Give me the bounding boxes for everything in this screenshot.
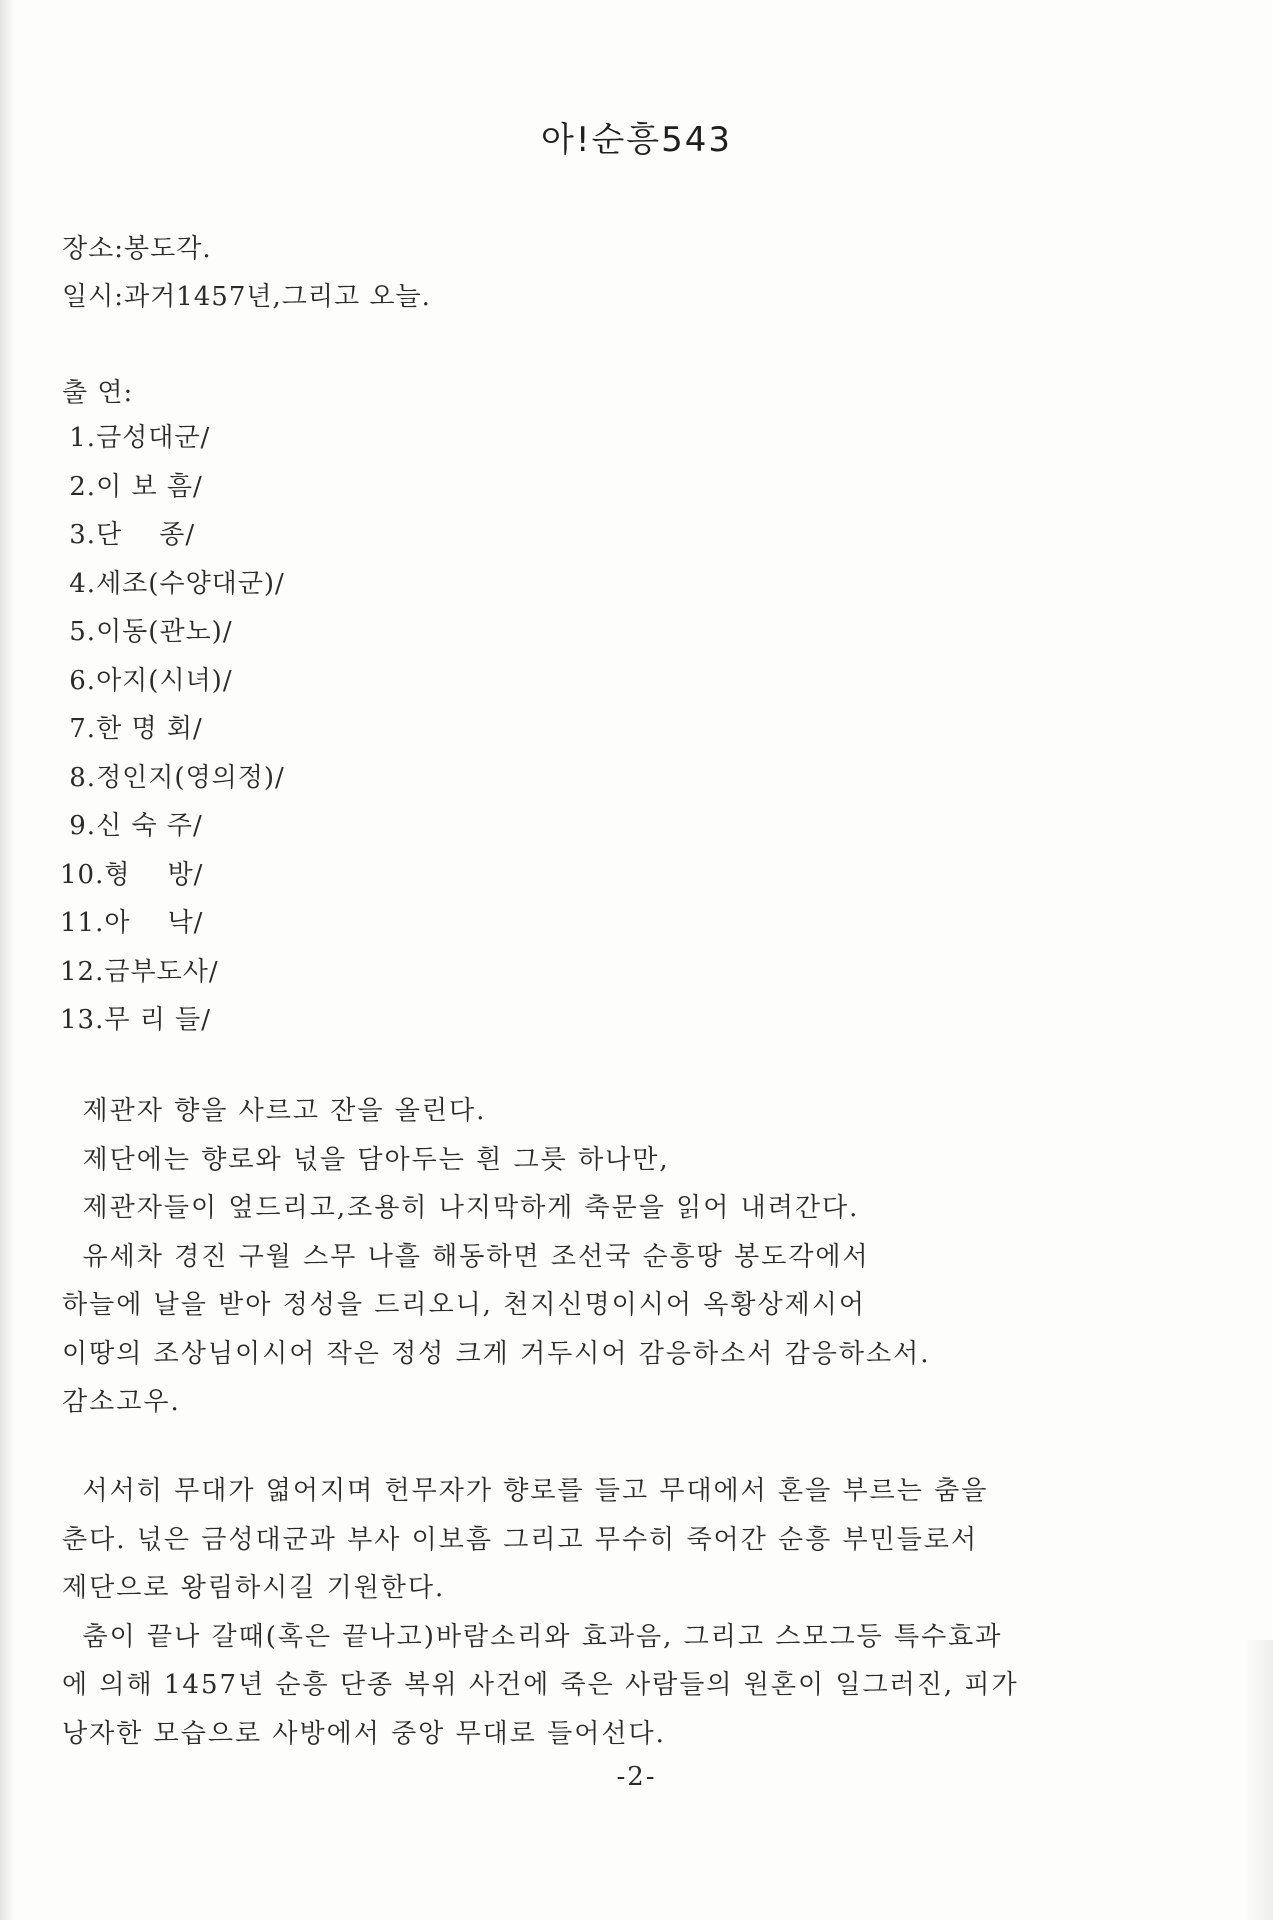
page-title: 아!순흥543	[540, 120, 733, 160]
cast-item: 8.정인지(영의정)/	[60, 762, 285, 793]
cast-item: 5.이동(관노)/	[60, 617, 233, 647]
text-line: 제관자 향을 사르고 잔을 올린다.	[62, 1096, 487, 1126]
text-line: 낭자한 모습으로 사방에서 중앙 무대로 들어선다.	[62, 1718, 666, 1749]
page-number: -2-	[616, 1762, 657, 1792]
text-line: 이땅의 조상님이시어 작은 정성 크게 거두시어 감응하소서 감응하소서.	[62, 1338, 931, 1369]
cast-item: 6.아지(시녀)/	[60, 665, 233, 696]
cast-item: 7.한 명 회/	[60, 714, 203, 744]
cast-item: 10.형 방/	[60, 859, 204, 890]
stage-direction-dance	[62, 1467, 1222, 1758]
cast-list	[60, 414, 285, 1045]
cast-heading: 출 연:	[62, 378, 134, 408]
text-line: 춘다. 넋은 금성대군과 부사 이보흠 그리고 무수히 죽어간 순흥 부민들로서	[62, 1524, 979, 1555]
text-line: 서서히 무대가 엷어지며 헌무자가 향로를 들고 무대에서 혼을 부르는 춤을	[62, 1476, 989, 1506]
text-line: 춤이 끝나 갈때(혹은 끝나고)바람소리와 효과음, 그리고 스모그등 특수효과	[62, 1621, 1003, 1652]
cast-item: 9.신 숙 주/	[60, 811, 203, 841]
cast-item: 1.금성대군/	[60, 423, 211, 453]
text-line: 감소고우.	[62, 1387, 181, 1417]
text-line: 하늘에 날을 받아 정성을 드리오니, 천지신명이시어 옥황상제시어	[62, 1290, 866, 1320]
text-line: 에 의해 1457년 순흥 단종 복위 사건에 죽은 사람들의 원혼이 일그러진, 피가	[62, 1670, 1019, 1700]
text-line: 제단으로 왕림하시길 기원한다.	[62, 1573, 446, 1603]
cast-item: 11.아 낙/	[60, 908, 204, 938]
cast-item: 2.이 보 흠/	[60, 471, 203, 502]
time-line: 일시:과거1457년,그리고 오늘.	[62, 282, 431, 312]
text-line: 제단에는 향로와 넋을 담아두는 흰 그릇 하나만,	[62, 1144, 670, 1175]
text-line: 제관자들이 엎드리고,조용히 나지막하게 축문을 읽어 내려간다.	[62, 1193, 860, 1223]
binding-shadow	[0, 0, 14, 1920]
cast-item: 13.무 리 들/	[60, 1005, 211, 1035]
text-line: 유세차 경진 구월 스무 나흘 해동하면 조선국 순흥땅 봉도각에서	[62, 1241, 870, 1272]
stage-direction-ritual	[62, 1087, 1222, 1427]
place-line: 장소:봉도각.	[62, 234, 212, 264]
cast-item: 12.금부도사/	[60, 956, 219, 987]
cast-item: 3.단 종/	[60, 520, 196, 550]
cast-item: 4.세조(수양대군)/	[60, 568, 285, 599]
